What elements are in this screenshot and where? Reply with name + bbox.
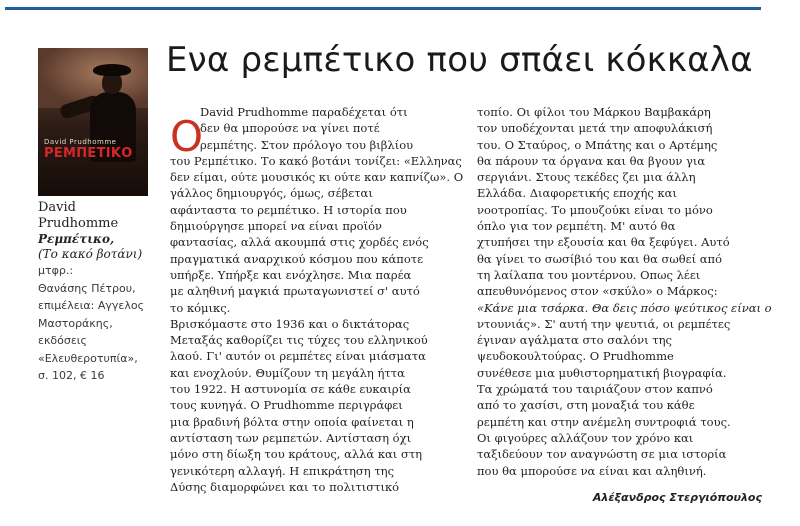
text-line: δεν είμαι, ούτε μουσικός κι ούτε καν καπνίζω». Ο — [170, 170, 464, 185]
book-author-first: David — [38, 200, 76, 215]
text-line: δημιούργησε μπορεί να είναι προϊόν — [170, 219, 383, 234]
text-line: του. Ο Σταύρος, ο Μπάτης και ο Αρτέμης — [477, 137, 718, 152]
article-headline: Ενα ρεμπέτικο που σπάει κόκκαλα — [166, 40, 753, 80]
text-line: αντίσταση των ρεμπετών. Αντίσταση όχι — [170, 430, 412, 445]
text-line: με αληθινή μαγκιά πρωταγωνιστεί σ' αυτό — [170, 284, 420, 299]
text-line: αφάνταστα το ρεμπέτικο. Η ιστορία που — [170, 202, 407, 217]
text-line: σεργιάνι. Στους τεκέδες ζει μια άλλη — [477, 170, 696, 185]
text-line: τους κυνηγά. Ο Prudhomme περιγράφει — [170, 398, 403, 413]
article-column-2 — [477, 104, 772, 479]
text-line: Ελλάδα. Διαφορετικής εποχής και — [477, 186, 677, 201]
text-line: πραγματικά αναρχικού κόσμου που κάποτε — [170, 251, 424, 266]
text-line: μόνο στη δίωξη του κράτους, αλλά και στη — [170, 447, 423, 462]
cover-title: ΡΕΜΠΕΤΙΚΟ — [44, 146, 133, 161]
text-line: «Κάνε μια τσάρκα. Θα δεις πόσο ψεύτικος είναι ο — [477, 300, 772, 315]
text-line: γάλλος δημιουργός, όμως, σέβεται — [170, 186, 373, 201]
book-detail: εκδόσεις — [38, 334, 87, 347]
text-line: απευθυνόμενος στον «σκύλο» ο Μάρκος: — [477, 284, 718, 299]
text-line: θα πάρουν τα όργανα και θα βγουν για — [477, 153, 706, 168]
book-detail: μτφρ.: — [38, 264, 74, 277]
text-line: και ενοχλούν. Θυμίζουν τη μεγάλη ήττα — [170, 365, 405, 380]
text-line: Οι φιγούρες αλλάζουν τον χρόνο και — [477, 430, 694, 445]
text-line: ψευδοκουλτούρας. Ο Prudhomme — [477, 349, 674, 364]
text-line: υπήρξε. Υπήρξε και ενόχλησε. Μια παρέα — [170, 267, 412, 282]
text-line: έγιναν αγάλματα στο σαλόνι της — [477, 333, 672, 348]
text-line: David Prudhomme παραδέχεται ότι — [200, 105, 408, 119]
text-line: νοοτροπίας. Το μπουζούκι είναι το μόνο — [477, 202, 713, 217]
text-line: τη λαίλαπα του μοντέρνου. Οπως λέει — [477, 267, 701, 282]
book-info-sidebar — [38, 200, 162, 385]
text-line: όπλο για τον ρεμπέτη. Μ' αυτό θα — [477, 219, 676, 234]
text-line: που θα μπορούσε να είναι και αληθινή. — [477, 463, 707, 478]
book-detail: Θανάσης Πέτρου, — [38, 281, 136, 295]
text-line: Τα χρώματά του ταιριάζουν στον καπνό — [477, 382, 713, 397]
article-author-signature: Αλέξανδρος Στεργιόπουλος — [592, 491, 762, 504]
book-detail: Μαστοράκης, — [38, 316, 113, 330]
cover-author: David Prudhomme — [44, 138, 117, 146]
text-line: λαού. Γι' αυτόν οι ρεμπέτες είναι μιάσματα — [170, 349, 426, 364]
text-line: γενικότερη αλλαγή. Η επικράτηση της — [170, 463, 395, 478]
text-line: του 1922. Η αστυνομία σε κάθε ευκαιρία — [170, 382, 411, 397]
top-rule — [5, 7, 761, 10]
text-line: το κόμικς. — [170, 300, 231, 315]
book-subtitle: (Το κακό βοτάνι) — [38, 247, 143, 261]
book-detail: σ. 102, € 16 — [38, 369, 105, 382]
text-line: ρεμπέτη και στην ανέμελη συντροφιά τους. — [477, 414, 731, 429]
text-line: από το χασίσι, στη μοναξιά του κάθε — [477, 398, 695, 413]
text-line: τον υποδέχονται μετά την αποφυλάκισή — [477, 121, 713, 136]
text-line: Μεταξάς καθορίζει τις τύχες του ελληνικού — [170, 333, 428, 348]
text-line: μια βραδινή βόλτα στην οποία φαίνεται η — [170, 414, 414, 429]
text-line: Βρισκόμαστε στο 1936 και ο δικτάτορας — [170, 316, 410, 331]
drop-cap: Ο — [170, 112, 204, 161]
text-line: χτυπήσει την εξουσία και θα ξεφύγει. Αυτό — [477, 235, 730, 250]
text-line: ταξιδεύουν τον αναγνώστη σε μια ιστορία — [477, 447, 727, 462]
book-detail: επιμέλεια: Αγγελος — [38, 299, 145, 312]
text-line: φαντασίας, αλλά ακουμπά στις χορδές ενός — [170, 235, 429, 250]
cover-figure-hat — [93, 64, 131, 76]
text-line: Δύσης διαμορφώνει και το πολιτιστικό — [170, 479, 400, 494]
text-line: συνέθεσε μια μυθιστορηματική βιογραφία. — [477, 365, 727, 380]
text-line: τοπίο. Οι φίλοι του Μάρκου Βαμβακάρη — [477, 105, 711, 119]
text-line: δεν θα μπορούσε να γίνει ποτέ — [200, 121, 380, 136]
book-detail: «Ελευθεροτυπία», — [38, 351, 138, 365]
book-title: Ρεμπέτικο, — [38, 232, 115, 246]
book-cover-image — [38, 48, 148, 196]
text-line: ντουνιάς». Σ' αυτή την ψευτιά, οι ρεμπέτες — [477, 316, 731, 331]
text-line: θα γίνει το σωσίβιό του και θα σωθεί από — [477, 251, 723, 266]
article-column-1 — [170, 104, 462, 495]
book-author-last: Prudhomme — [38, 216, 119, 231]
text-line: του Ρεμπέτικο. Το κακό βοτάνι τονίζει: «Ελληνας — [170, 153, 462, 168]
text-line: ρεμπέτης. Στον πρόλογο του βιβλίου — [200, 137, 414, 152]
